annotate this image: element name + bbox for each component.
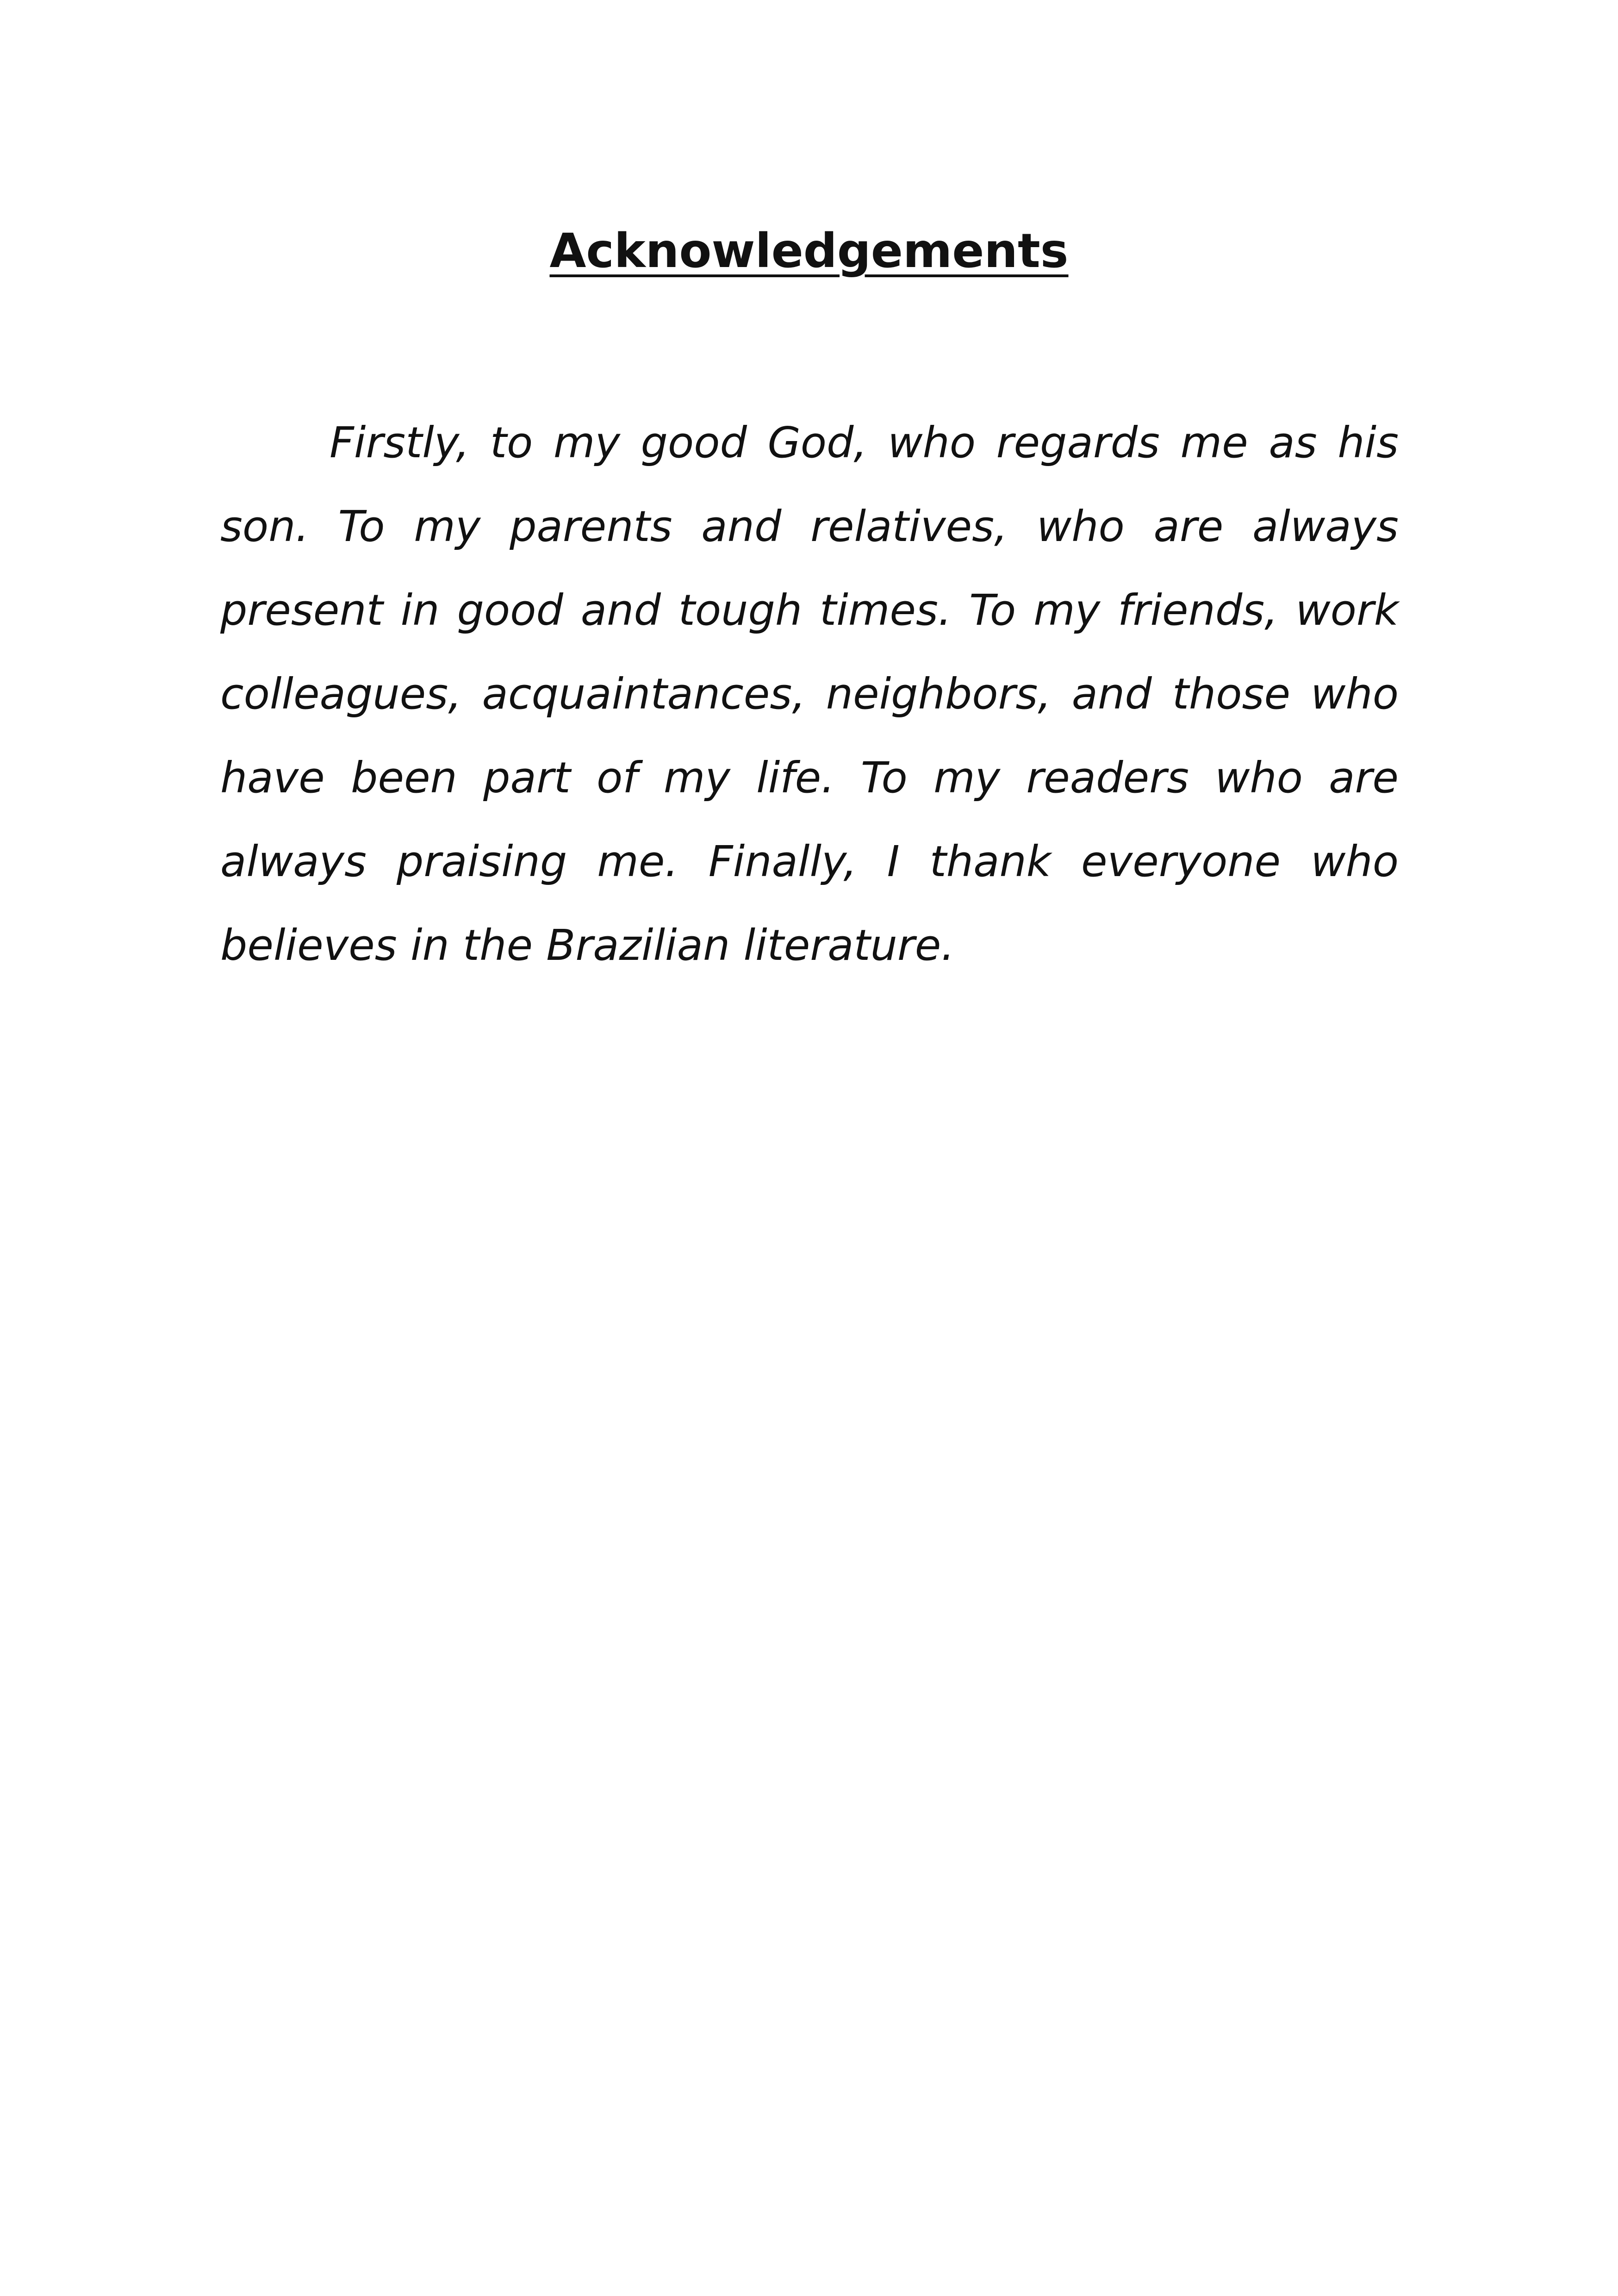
acknowledgements-paragraph: Firstly, to my good God, who regards me as his son. To my parents and relatives, who are always present in good and tough times. To my friends, work colleagues, acquaintances, neighbors, and those who have been part of my life. To my readers who are always praising me. Finally, I thank everyone who believes in the Brazilian literature. bbox=[220, 418, 1399, 970]
page-title-text: Acknowledgements bbox=[549, 224, 1069, 279]
page-title bbox=[0, 221, 1618, 281]
